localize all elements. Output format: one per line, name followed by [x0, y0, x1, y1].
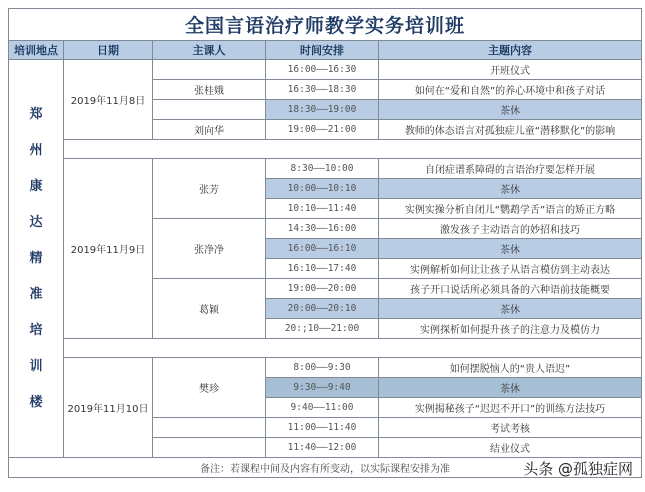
location-char: 州: [29, 142, 43, 158]
location-char: 准: [29, 286, 43, 302]
time-cell: 10:10——11:40: [266, 199, 379, 219]
time-cell: 16:00——16:10: [266, 239, 379, 259]
teacher-cell: 张芳: [153, 159, 266, 219]
teacher-cell: [153, 418, 266, 438]
topic-cell: 实例揭秘孩子“迟迟不开口”的训练方法技巧: [379, 398, 642, 418]
spacer-row: [9, 140, 642, 159]
location-char: 训: [29, 358, 43, 374]
header-location: 培训地点: [9, 41, 64, 60]
tea-break-cell: 茶休: [379, 100, 642, 120]
location-char: 郑: [29, 106, 43, 122]
topic-cell: 激发孩子主动语言的妙招和技巧: [379, 219, 642, 239]
location-char: 楼: [29, 394, 43, 410]
table-row: [9, 358, 642, 378]
header-teacher: 主课人: [153, 41, 266, 60]
table-row: [9, 60, 642, 80]
time-cell: 8:30——10:00: [266, 159, 379, 179]
topic-cell: 实例解析如何让让孩子从语言模仿到主动表达: [379, 259, 642, 279]
tea-break-cell: 茶休: [379, 299, 642, 319]
time-cell: 9:40——11:00: [266, 398, 379, 418]
spacer-cell: [64, 339, 642, 358]
page-title: 全国言语治疗师教学实务培训班: [9, 9, 642, 41]
topic-cell: 如何在“爱和自然”的养心环境中和孩子对话: [379, 80, 642, 100]
teacher-cell: [153, 100, 266, 120]
location-char: 培: [29, 322, 43, 338]
time-cell: 10:00——10:10: [266, 179, 379, 199]
location-char: 精: [29, 250, 43, 266]
time-cell: 8:00——9:30: [266, 358, 379, 378]
topic-cell: 教师的体态语言对孤独症儿童“潜移默化”的影响: [379, 120, 642, 140]
tea-break-cell: 茶休: [379, 239, 642, 259]
location-cell: [9, 60, 64, 458]
teacher-cell: 葛颖: [153, 279, 266, 339]
topic-cell: 孩子开口说话所必须具备的六种语前技能概要: [379, 279, 642, 299]
time-cell: 18:30——19:00: [266, 100, 379, 120]
spacer-cell: [64, 140, 642, 159]
time-cell: 9:30——9:40: [266, 378, 379, 398]
header-time: 时间安排: [266, 41, 379, 60]
tea-break-cell: 茶休: [379, 378, 642, 398]
teacher-cell: [153, 60, 266, 80]
date-cell: 2019年11月8日: [64, 60, 153, 140]
time-cell: 16:30——18:30: [266, 80, 379, 100]
date-cell: 2019年11月10日: [64, 358, 153, 458]
time-cell: 11:00——11:40: [266, 418, 379, 438]
topic-cell: 开班仪式: [379, 60, 642, 80]
teacher-cell: 张净净: [153, 219, 266, 279]
time-cell: 14:30——16:00: [266, 219, 379, 239]
teacher-cell: 刘向华: [153, 120, 266, 140]
time-cell: 11:40——12:00: [266, 438, 379, 458]
teacher-cell: 樊珍: [153, 358, 266, 418]
watermark: 头条 @孤独症网: [523, 460, 633, 478]
time-cell: 20:;10——21:00: [266, 319, 379, 339]
teacher-cell: 张桂娥: [153, 80, 266, 100]
tea-break-cell: 茶休: [379, 179, 642, 199]
training-schedule-table: [8, 8, 642, 478]
topic-cell: 考试考核: [379, 418, 642, 438]
location-char: 康: [29, 178, 43, 194]
teacher-cell: [153, 438, 266, 458]
time-cell: 20:00——20:10: [266, 299, 379, 319]
topic-cell: 结业仪式: [379, 438, 642, 458]
location-char: 达: [29, 214, 43, 230]
topic-cell: 实例探析如何提升孩子的注意力及模仿力: [379, 319, 642, 339]
date-cell: 2019年11月9日: [64, 159, 153, 339]
footnote: 备注：若课程中间及内容有所变动，以实际课程安排为准: [9, 458, 642, 478]
table-row: [9, 159, 642, 179]
time-cell: 19:00——20:00: [266, 279, 379, 299]
header-date: 日期: [64, 41, 153, 60]
topic-cell: 如何摆脱恼人的“贵人语迟”: [379, 358, 642, 378]
spacer-row: [9, 339, 642, 358]
time-cell: 19:00——21:00: [266, 120, 379, 140]
time-cell: 16:10——17:40: [266, 259, 379, 279]
topic-cell: 自闭症谱系障碍的言语治疗要怎样开展: [379, 159, 642, 179]
time-cell: 16:00——16:30: [266, 60, 379, 80]
header-topic: 主题内容: [379, 41, 642, 60]
topic-cell: 实例实操分析自闭儿“鹦鹉学舌”语言的矫正方略: [379, 199, 642, 219]
